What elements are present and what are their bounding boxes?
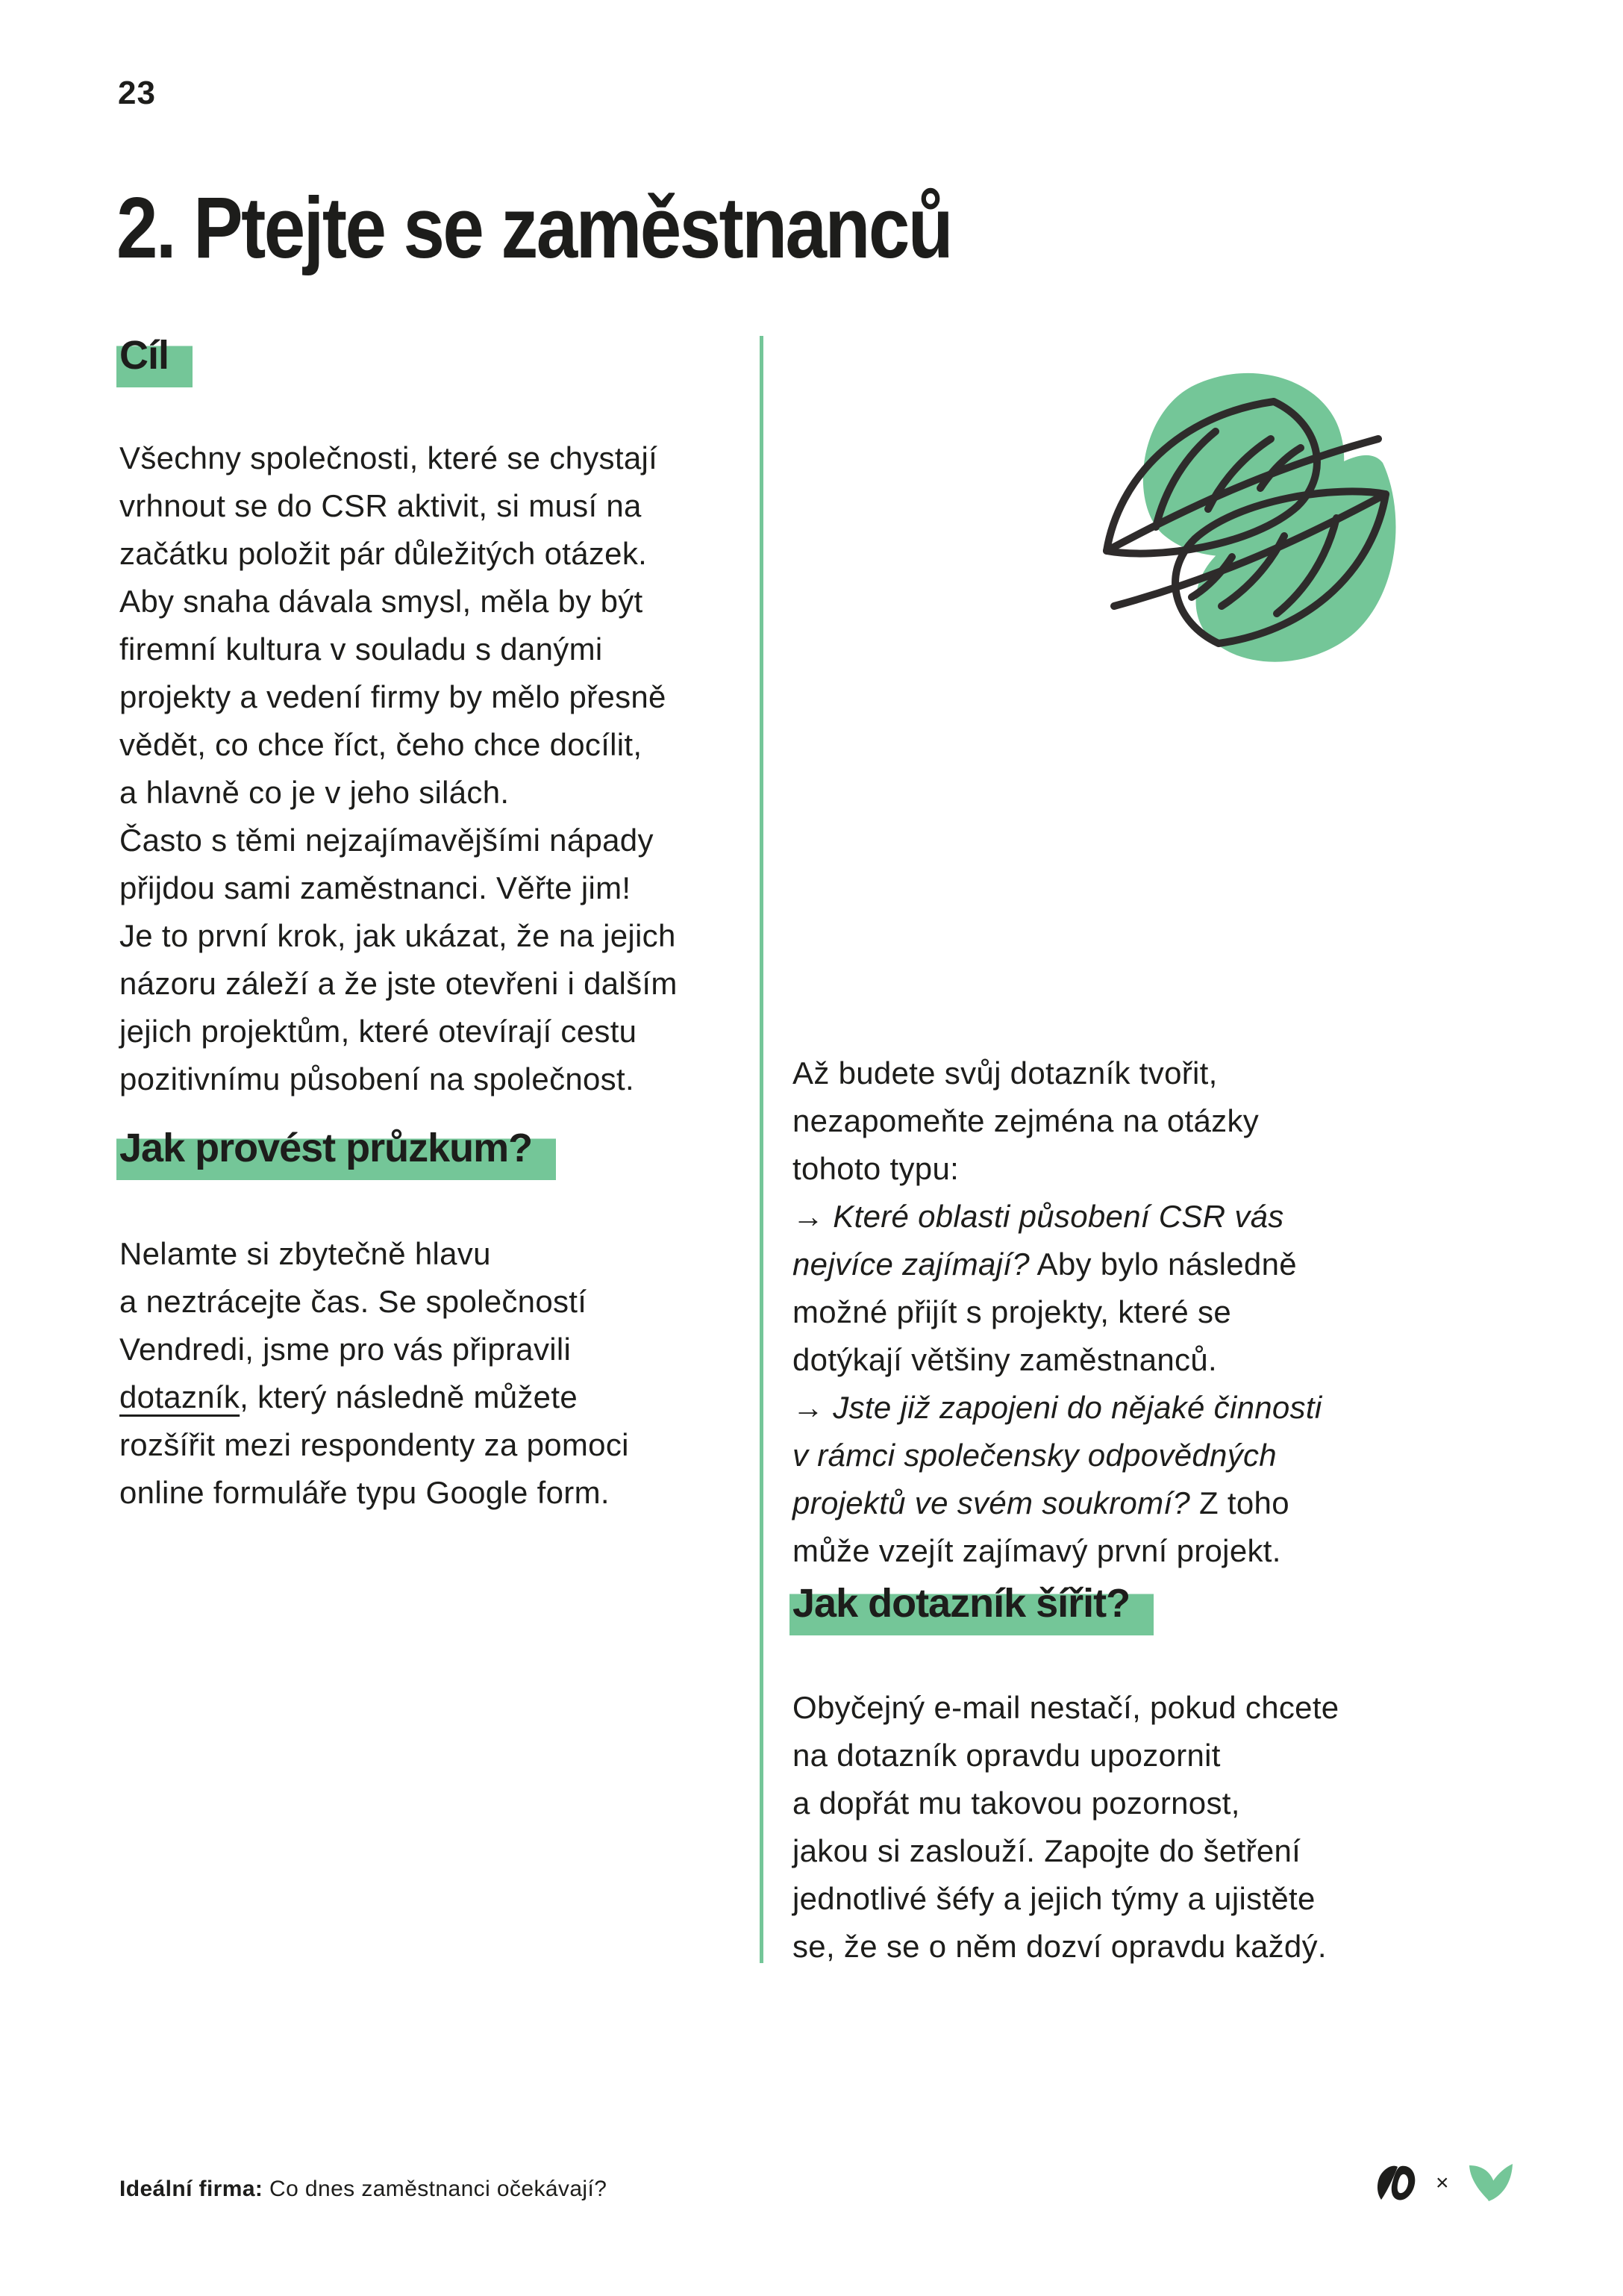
text-segment: Všechny společnosti, které se chystají bbox=[119, 440, 658, 475]
footer-book-title: Ideální firma: bbox=[119, 2177, 263, 2201]
logo-separator: × bbox=[1436, 2171, 1449, 2195]
text-segment: rozšířit mezi respondenty za pomoci bbox=[119, 1427, 629, 1462]
green-highlight: Jak provést průzkum? bbox=[116, 1124, 556, 1180]
column-divider bbox=[760, 336, 763, 1963]
footer-logos bbox=[1375, 2163, 1515, 2203]
text-line bbox=[792, 1875, 1339, 1923]
text-line bbox=[119, 864, 678, 912]
text-line bbox=[792, 1923, 1339, 1971]
text-segment: Aby snaha dávala smysl, měla by být bbox=[119, 584, 643, 619]
text-segment: projekty a vedení firmy by mělo přesně bbox=[119, 679, 666, 714]
text-segment: jejich projektům, které otevírají cestu bbox=[119, 1014, 637, 1049]
welcome-to-the-jungle-logo-icon bbox=[1375, 2164, 1418, 2203]
green-highlight: Jak dotazník šířit? bbox=[789, 1579, 1154, 1635]
text-segment: v rámci společensky odpovědných bbox=[792, 1438, 1277, 1473]
text-line bbox=[119, 482, 678, 530]
section-heading-jak-dotaznik-sirit bbox=[792, 1579, 1154, 1635]
vendredi-logo-icon bbox=[1467, 2163, 1515, 2203]
text-line bbox=[119, 1326, 629, 1373]
text-line bbox=[119, 1469, 629, 1517]
text-segment: jakou si zaslouží. Zapojte do šetření bbox=[792, 1833, 1301, 1868]
text-line bbox=[119, 1421, 629, 1469]
text-segment: → bbox=[792, 1199, 834, 1234]
section-heading-cil bbox=[119, 331, 193, 387]
paragraph-cil bbox=[119, 434, 678, 1103]
text-segment: → bbox=[792, 1390, 834, 1425]
page-title: 2. Ptejte se zaměstnanců bbox=[116, 179, 952, 276]
text-line bbox=[119, 434, 678, 482]
green-highlight: Cíl bbox=[116, 331, 193, 387]
text-segment: vědět, co chce říct, čeho chce docílit, bbox=[119, 727, 642, 762]
section-heading-jak-provest-pruzkum bbox=[119, 1124, 556, 1180]
text-line bbox=[792, 1336, 1322, 1384]
text-segment: Jste již zapojeni do nějaké činnosti bbox=[833, 1390, 1322, 1425]
text-segment: Je to první krok, jak ukázat, že na jejich bbox=[119, 918, 676, 953]
text-line bbox=[119, 1055, 678, 1103]
text-segment: , který následně můžete bbox=[240, 1379, 578, 1414]
text-line bbox=[119, 1278, 629, 1326]
text-segment: pozitivnímu působení na společnost. bbox=[119, 1061, 634, 1096]
text-segment: jednotlivé šéfy a jejich týmy a ujistěte bbox=[792, 1881, 1316, 1916]
text-segment: online formuláře typu Google form. bbox=[119, 1475, 610, 1510]
text-segment: Obyčejný e-mail nestačí, pokud chcete bbox=[792, 1690, 1339, 1725]
text-segment: Aby bylo následně bbox=[1029, 1247, 1297, 1282]
page-number: 23 bbox=[118, 75, 156, 111]
text-segment: Vendredi, jsme pro vás připravili bbox=[119, 1332, 572, 1367]
text-line bbox=[792, 1432, 1322, 1479]
text-segment: vrhnout se do CSR aktivit, si musí na bbox=[119, 488, 642, 523]
text-line bbox=[792, 1145, 1322, 1193]
text-segment: Které oblasti působení CSR vás bbox=[833, 1199, 1284, 1234]
text-segment: nejvíce zajímají? bbox=[792, 1247, 1030, 1282]
text-line bbox=[792, 1527, 1322, 1575]
text-segment: nezapomeňte zejména na otázky bbox=[792, 1103, 1260, 1138]
text-line bbox=[119, 578, 678, 626]
text-line bbox=[119, 1008, 678, 1055]
text-line bbox=[119, 673, 678, 721]
text-line bbox=[119, 912, 678, 960]
text-line bbox=[792, 1241, 1322, 1288]
text-line bbox=[119, 960, 678, 1008]
text-line bbox=[119, 1230, 629, 1278]
text-segment: a hlavně co je v jeho silách. bbox=[119, 775, 510, 810]
paragraph-obycejny-email bbox=[792, 1684, 1339, 1971]
text-segment: Nelamte si zbytečně hlavu bbox=[119, 1236, 491, 1271]
paragraph-az-budete bbox=[792, 1049, 1322, 1575]
text-line bbox=[792, 1827, 1339, 1875]
text-line bbox=[792, 1479, 1322, 1527]
text-segment: se, že se o něm dozví opravdu každý. bbox=[792, 1929, 1327, 1964]
text-segment: na dotazník opravdu upozornit bbox=[792, 1738, 1221, 1773]
footer-book-subtitle: Co dnes zaměstnanci očekávají? bbox=[263, 2177, 607, 2201]
paragraph-jak-provest-pruzkum bbox=[119, 1230, 629, 1517]
text-line bbox=[792, 1732, 1339, 1779]
text-segment: přijdou sami zaměstnanci. Věřte jim! bbox=[119, 870, 631, 905]
text-line bbox=[792, 1384, 1322, 1432]
footer-book-reference bbox=[119, 2177, 607, 2202]
text-line bbox=[119, 769, 678, 817]
dotaznik-link[interactable]: dotazník bbox=[119, 1379, 240, 1414]
text-line bbox=[792, 1684, 1339, 1732]
text-line bbox=[119, 721, 678, 769]
text-segment: dotýkají většiny zaměstnanců. bbox=[792, 1342, 1217, 1377]
text-line bbox=[792, 1779, 1339, 1827]
text-segment: Až budete svůj dotazník tvořit, bbox=[792, 1055, 1218, 1091]
text-segment: možné přijít s projekty, které se bbox=[792, 1294, 1231, 1329]
two-leaves-illustration bbox=[1086, 367, 1407, 677]
text-line bbox=[119, 1373, 629, 1421]
text-segment: projektů ve svém soukromí? bbox=[792, 1485, 1191, 1520]
text-segment: Často s těmi nejzajímavějšími nápady bbox=[119, 823, 654, 858]
text-line bbox=[792, 1193, 1322, 1241]
text-line bbox=[119, 530, 678, 578]
text-line bbox=[792, 1288, 1322, 1336]
text-line bbox=[119, 626, 678, 673]
text-segment: začátku položit pár důležitých otázek. bbox=[119, 536, 648, 571]
text-segment: a neztrácejte čas. Se společností bbox=[119, 1284, 587, 1319]
text-line bbox=[792, 1097, 1322, 1145]
text-segment: a dopřát mu takovou pozornost, bbox=[792, 1785, 1240, 1821]
text-line bbox=[119, 817, 678, 864]
text-segment: názoru záleží a že jste otevřeni i dalším bbox=[119, 966, 678, 1001]
text-line bbox=[792, 1049, 1322, 1097]
text-segment: Z toho bbox=[1190, 1485, 1289, 1520]
text-segment: tohoto typu: bbox=[792, 1151, 960, 1186]
text-segment: může vzejít zajímavý první projekt. bbox=[792, 1533, 1281, 1568]
text-segment: firemní kultura v souladu s danými bbox=[119, 631, 603, 667]
